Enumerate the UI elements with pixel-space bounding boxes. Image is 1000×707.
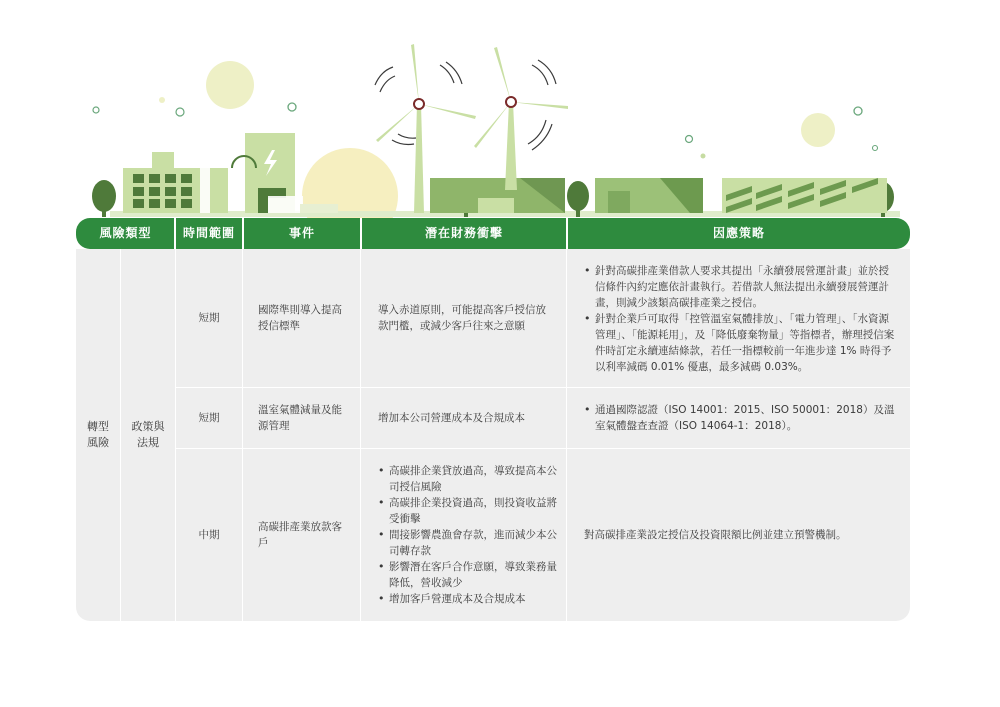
table-header — [76, 218, 910, 249]
header-strategy: 因應策略 — [712, 226, 765, 240]
row-2-event: 溫室氣體減量及能源管理 — [258, 404, 342, 432]
header-event: 事件 — [288, 226, 315, 240]
row-1-impact: 導入赤道原則，可能提高客戶授信放款門檻，或減少客戶往來之意願 — [378, 304, 546, 332]
row-2-impact: 增加本公司營運成本及合規成本 — [378, 412, 525, 424]
row-1-strategy — [584, 263, 898, 375]
list-item: • 針對企業戶可取得「控管溫室氣體排放」、「電力管理」、「水資源管理」、「能源耗用」，及「降低廢棄物量」等指標者，辦理授信案件時訂定永續連結條款，若任一指標較前一年進步達 1% 時得予以利率減碼 0.01% 優惠，最多減碼 0.03%。 — [584, 311, 898, 375]
row-3-event: 高碳排產業放款客戶 — [258, 521, 342, 549]
row-2-time: 短期 — [198, 412, 220, 424]
list-item: • 高碳排企業投資過高，則投資收益將受衝擊 — [378, 495, 558, 527]
wind-turbine-icon — [474, 47, 568, 190]
sun-small — [801, 113, 835, 147]
row-1-event: 國際準則導入提高授信標準 — [258, 304, 342, 332]
solar-panel-icon — [722, 178, 887, 213]
row-3-time: 中期 — [198, 529, 220, 541]
list-item: • 間接影響農漁會存款，進而減少本公司轉存款 — [378, 527, 558, 559]
risk-type: 轉型 風險 — [87, 420, 109, 449]
header-risk-type: 風險類型 — [99, 226, 152, 240]
list-item: • 增加客戶營運成本及合規成本 — [378, 591, 558, 607]
list-item: • 影響潛在客戶合作意願，導致業務量降低，營收減少 — [378, 559, 558, 591]
table-body — [76, 249, 910, 621]
sun-large — [206, 61, 254, 109]
row-3-impact — [378, 449, 558, 621]
list-item: • 通過國際認證（ISO 14001：2015、ISO 50001：2018）及溫室氣體盤查查證（ISO 14064-1：2018）。 — [584, 402, 898, 434]
row-1-time: 短期 — [198, 312, 220, 324]
risk-category: 政策與 法規 — [131, 420, 165, 449]
list-item: • 高碳排企業貸放過高，導致提高本公司授信風險 — [378, 463, 558, 495]
list-item: • 針對高碳排產業借款人要求其提出「永續發展營運計畫」並於授信條件內約定應依計畫執行。若借款人無法提出永續發展營運計畫，則減少該類高碳排產業之授信。 — [584, 263, 898, 311]
row-2-strategy — [584, 388, 898, 448]
header-time-range: 時間範圍 — [182, 226, 235, 240]
header-financial-impact: 潛在財務衝擊 — [424, 226, 503, 240]
green-energy-illustration — [0, 0, 1000, 220]
row-3-strategy: 對高碳排產業設定授信及投資限額比例並建立預警機制。 — [584, 529, 847, 541]
